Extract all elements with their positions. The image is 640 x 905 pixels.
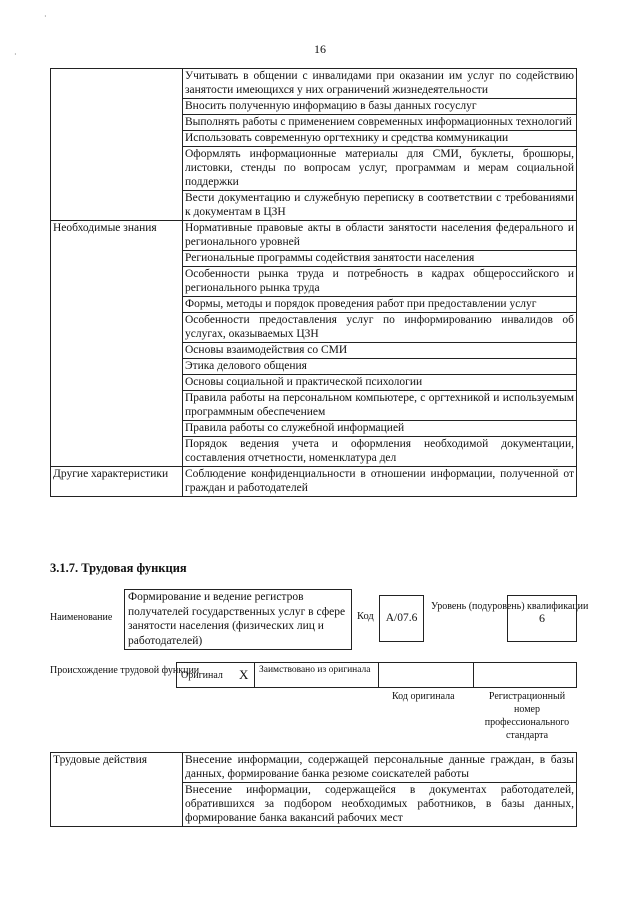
knowledge-item: Правила работы на персональном компьютере, с оргтехникой и используемым программным обеспечением — [183, 391, 577, 421]
page-number: 16 — [314, 42, 326, 56]
other-characteristics-item: Соблюдение конфиденциальности в отношении информации, полученной от граждан и работодателей — [183, 467, 577, 497]
labor-actions-table — [50, 752, 577, 827]
knowledge-label: Необходимые знания — [51, 221, 183, 467]
table-row — [51, 69, 577, 99]
knowledge-item: Основы взаимодействия со СМИ — [183, 343, 577, 359]
labor-action-item: Внесение информации, содержащейся в документах работодателей, обратившихся за подбором необходимых работников, в базы данных, формирование банка вакансий рабочих мест — [183, 783, 577, 827]
origin-borrowed-label: Заимствовано из оригинала — [255, 663, 379, 687]
section-title: 3.1.7. Трудовая функция — [50, 561, 187, 575]
knowledge-item: Основы социальной и практической психологии — [183, 375, 577, 391]
skill-item: Учитывать в общении с инвалидами при оказании им услуг по содействию занятости имеющихся у них ограничений жизнедеятельности — [183, 69, 577, 99]
table-row — [51, 221, 577, 251]
scan-speck: · — [14, 50, 17, 59]
knowledge-item: Нормативные правовые акты в области занятости населения федерального и регионального уровней — [183, 221, 577, 251]
knowledge-item: Этика делового общения — [183, 359, 577, 375]
table-row — [51, 467, 577, 497]
labor-function-code: A/07.6 — [379, 595, 424, 642]
qualification-level-label: Уровень (подуровень) квалификации — [431, 601, 589, 612]
registration-number-label: Регистрационный номер профессионального стандарта — [484, 691, 570, 741]
skill-item: Вносить полученную информацию в базы данных госуслуг — [183, 99, 577, 115]
origin-table — [176, 662, 577, 688]
origin-code-cell — [379, 663, 474, 687]
knowledge-item: Особенности рынка труда и потребность в кадрах общероссийского и регионального рынка труда — [183, 267, 577, 297]
other-characteristics-label: Другие характеристики — [51, 467, 183, 497]
knowledge-item: Правила работы со служебной информацией — [183, 421, 577, 437]
skill-item: Вести документацию и служебную переписку в соответствии с требованиями к документам в ЦЗН — [183, 191, 577, 221]
origin-checkmark: X — [239, 667, 249, 682]
skills-label-cell — [51, 69, 183, 221]
qualification-level-value: 6 — [507, 595, 577, 642]
knowledge-item: Региональные программы содействия занятости населения — [183, 251, 577, 267]
table-row — [51, 753, 577, 783]
origin-original-cell — [177, 663, 255, 687]
skill-item: Оформлять информационные материалы для СМИ, буклеты, брошюры, листовки, стенды по вопросам услуг, программам и мерам социальной поддержки — [183, 147, 577, 191]
labor-action-item: Внесение информации, содержащей персональные данные граждан, в базы данных, формирование банка резюме соискателей работы — [183, 753, 577, 783]
origin-label: Происхождение трудовой функции — [50, 665, 200, 676]
knowledge-item: Формы, методы и порядок проведения работ при предоставлении услуг — [183, 297, 577, 313]
labor-function-name: Формирование и ведение регистров получателей государственных услуг в сфере занятости населения (физических лиц и работодателей) — [124, 589, 352, 650]
origin-reg-cell — [474, 663, 576, 687]
skills-knowledge-table — [50, 68, 577, 497]
skill-item: Использовать современную оргтехнику и средства коммуникации — [183, 131, 577, 147]
name-label: Наименование — [50, 612, 113, 623]
scan-speck: · — [44, 12, 47, 21]
labor-actions-label: Трудовые действия — [51, 753, 183, 827]
knowledge-item: Порядок ведения учета и оформления необходимой документации, составления отчетности, номенклатура дел — [183, 437, 577, 467]
skill-item: Выполнять работы с применением современных информационных технологий — [183, 115, 577, 131]
code-original-label: Код оригинала — [392, 691, 455, 702]
origin-original-label: Оригинал — [181, 670, 223, 681]
knowledge-item: Особенности предоставления услуг по информированию инвалидов об услугах, оказываемых ЦЗН — [183, 313, 577, 343]
code-label: Код — [357, 611, 374, 622]
